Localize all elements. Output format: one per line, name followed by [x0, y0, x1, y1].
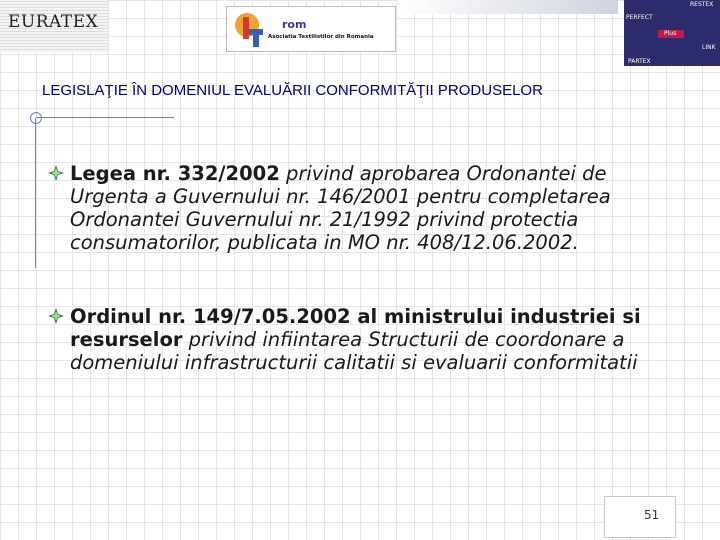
- page-number: 51: [644, 508, 660, 522]
- euratex-logo-text: EURATEX: [8, 12, 99, 32]
- bullet-2-italic-text: privind infiintarea Structurii de coordonare a domeniului infrastructurii calitatii si evaluarii conformitatii: [70, 328, 638, 374]
- partex-logo-perfect-label: PERFECT: [626, 14, 653, 21]
- header-gradient-bar: [398, 0, 618, 14]
- partex-logo-bottom-label: PARTEX: [628, 58, 651, 65]
- atr-logo-emblem-icon: [227, 7, 279, 51]
- bullet-1-italic-text: privind aprobarea Ordonantei de Urgenta a Guvernului nr. 146/2001 pentru completarea Ordonantei Guvernului nr. 21/1992 privind protectia consumatorilor, publicata in MO nr. 408/12.06.2002.: [70, 162, 611, 254]
- diamond-star-icon: [48, 165, 64, 181]
- bullet-item-ordin: [70, 305, 688, 374]
- bullet-1-bold-text: Legea nr. 332/2002: [70, 162, 280, 185]
- partex-logo-plus-label: Plus: [664, 30, 677, 37]
- bullet-2-bold-text: Ordinul nr. 149/7.05.2002 al ministrului industriei si resurselor: [70, 305, 641, 351]
- partex-logo-top-label: RESTEX: [690, 1, 714, 8]
- slide-title: LEGISLAŢIE ÎN DOMENIUL EVALUĂRII CONFORMITĂŢII PRODUSELOR: [42, 82, 543, 99]
- partex-logo: [624, 0, 720, 66]
- atr-logo: [226, 6, 396, 52]
- diamond-star-icon: [48, 308, 64, 324]
- title-underline: [36, 117, 174, 118]
- title-vertical-rule: [35, 118, 36, 268]
- title-ring-ornament: [30, 112, 42, 124]
- page-number-box: [604, 496, 676, 538]
- bullet-item-lege: [70, 162, 688, 254]
- partex-plus-badge: [658, 30, 684, 38]
- atr-logo-caption: Asociatia Textilistilor din Romania: [268, 34, 374, 40]
- partex-logo-link-label: LINK: [702, 44, 716, 51]
- atr-logo-text: rom: [282, 18, 307, 31]
